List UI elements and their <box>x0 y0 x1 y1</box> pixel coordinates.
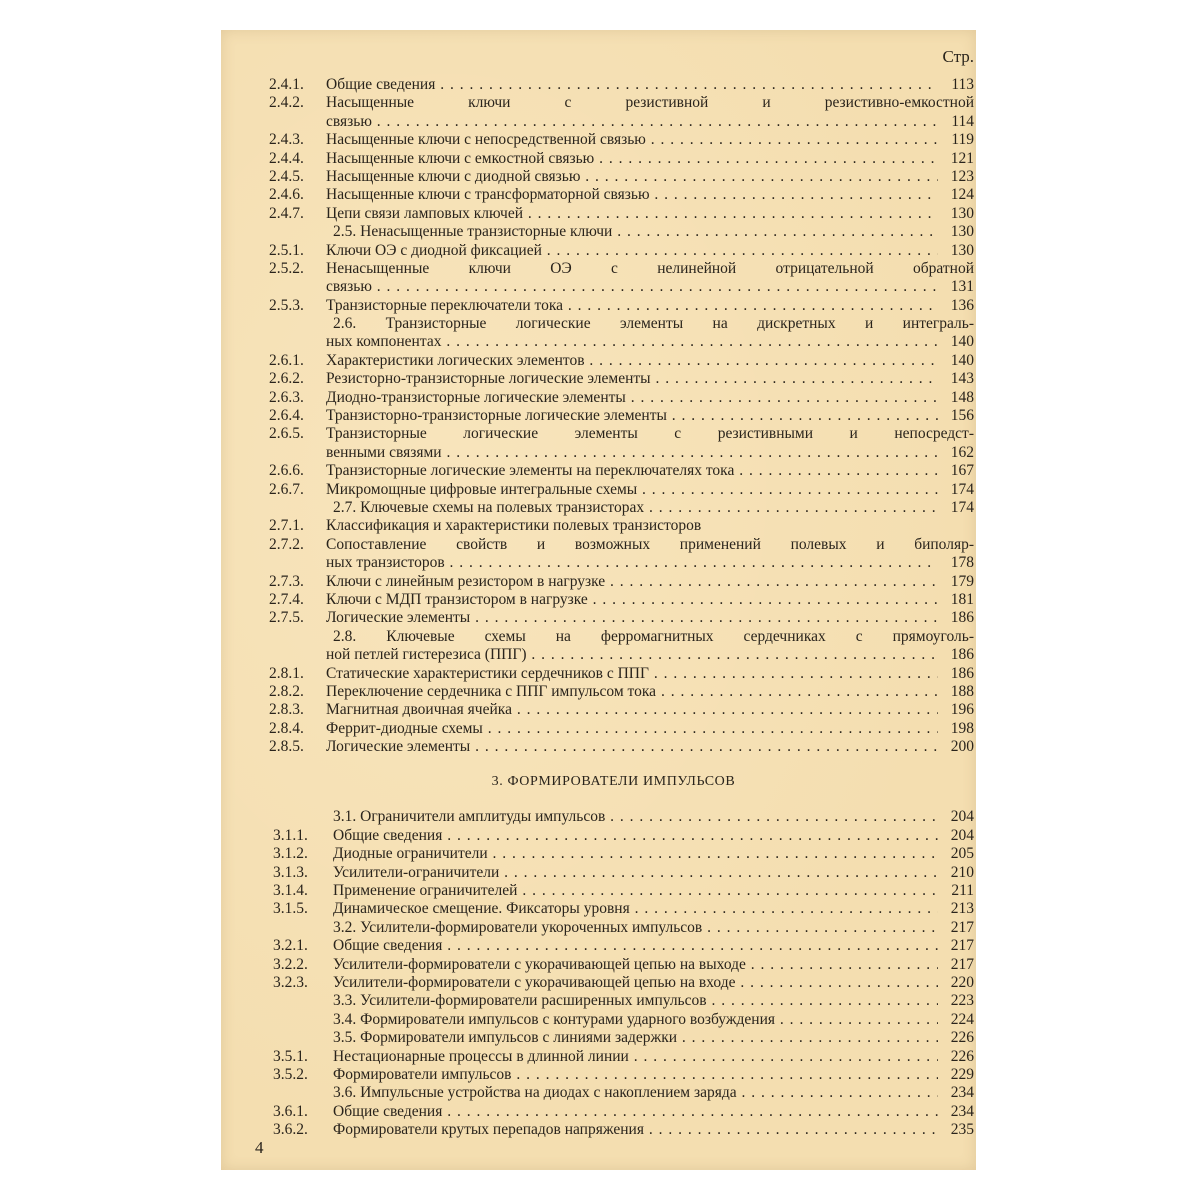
toc-entry-title: Насыщенные ключи с емкостной связью . . . <box>326 150 938 168</box>
toc-entry-page: 130 <box>950 241 974 259</box>
toc-entry-page: 114 <box>951 112 974 130</box>
toc-entry-number: 3.2.3. <box>273 973 308 991</box>
toc-entry <box>221 333 976 351</box>
toc-entry-number: 2.4.4. <box>269 149 304 167</box>
toc-entry <box>221 370 976 388</box>
toc-entry-title: Транзисторные переключатели тока . . . <box>326 297 938 315</box>
toc-entry <box>221 278 976 296</box>
toc-entry-number: 2.7.2. <box>269 535 304 553</box>
page-folio: 4 <box>255 1138 264 1157</box>
toc-entry-page: 178 <box>950 554 974 572</box>
toc-entry-page: 186 <box>950 664 974 682</box>
toc-entry-page: 186 <box>950 646 974 664</box>
toc-entry <box>221 1084 976 1102</box>
toc-entry-page: 210 <box>950 863 974 881</box>
toc-entry <box>221 297 976 315</box>
toc-entry <box>221 150 976 168</box>
toc-entry-page: 119 <box>951 131 974 149</box>
toc-entry <box>221 808 976 826</box>
toc-entry <box>221 974 976 992</box>
toc-entry <box>221 168 976 186</box>
toc-entry-page: 211 <box>951 882 974 900</box>
toc-entry-page: 217 <box>950 937 974 955</box>
toc-entry-number: 2.7.3. <box>269 572 304 590</box>
toc-entry <box>221 738 976 756</box>
toc-entry <box>221 389 976 407</box>
toc-entry <box>221 701 976 719</box>
toc-entry-page: 167 <box>950 462 974 480</box>
toc-entry <box>221 76 976 94</box>
toc-entry-page: 179 <box>950 572 974 590</box>
toc-entry <box>221 609 976 627</box>
toc-entry <box>221 1011 976 1029</box>
toc-entry-title: Насыщенные ключи с трансформаторной связью . . . <box>326 186 938 204</box>
toc-entry <box>221 131 976 149</box>
toc-entry-number: 2.6.3. <box>269 388 304 406</box>
toc-entry-title: Резисторно-транзисторные логические элементы . . . <box>326 370 938 388</box>
toc-entry-page: 188 <box>950 682 974 700</box>
page-column-label: Стр. <box>942 47 974 66</box>
toc-entry-title: Усилители-ограничители . . . <box>333 864 938 882</box>
toc-entry-page: 205 <box>950 845 974 863</box>
toc-entry <box>221 900 976 918</box>
toc-entry <box>221 827 976 845</box>
spacer <box>221 796 976 808</box>
toc-entry-page: 217 <box>950 918 974 936</box>
toc-entry-title: Общие сведения . . . <box>333 937 938 955</box>
toc-entry-number: 3.6.2. <box>273 1121 308 1139</box>
toc-entry-page: 204 <box>950 826 974 844</box>
toc-entry-number: 3.1.4. <box>273 882 308 900</box>
toc-entry <box>221 481 976 499</box>
toc-entry <box>221 499 976 517</box>
toc-entry-title: Усилители-формирователи с укорачивающей цепью на выходе . . . <box>333 956 938 974</box>
toc-entry-number: 2.7.5. <box>269 609 304 627</box>
toc-entry-page: 181 <box>950 590 974 608</box>
toc-entry-page: 234 <box>950 1084 974 1102</box>
toc-entry-title: Транзисторные логические элементы на переключателях тока . . . <box>326 462 938 480</box>
toc-entry <box>221 937 976 955</box>
toc-entry-number: 2.7.4. <box>269 590 304 608</box>
toc-entry-page: 123 <box>950 167 974 185</box>
toc-entry-title: Нестационарные процессы в длинной линии . . . <box>333 1048 938 1066</box>
toc-entry-number: 2.6.4. <box>269 407 304 425</box>
toc-entry-title: Общие сведения . . . <box>333 827 938 845</box>
toc-entry-number: 3.2.1. <box>273 937 308 955</box>
toc-entry-page: 148 <box>950 388 974 406</box>
toc-entry-page: 124 <box>950 186 974 204</box>
toc-entry-title: Общие сведения . . . <box>333 1103 938 1121</box>
toc-entry-title: 3.1. Ограничители амплитуды импульсов . . . <box>333 808 938 826</box>
toc-entry <box>221 260 976 278</box>
toc-entry-page: 196 <box>950 701 974 719</box>
toc-entry <box>221 573 976 591</box>
toc-entry-page: 143 <box>950 370 974 388</box>
toc-entry-number: 2.5.1. <box>269 241 304 259</box>
toc-entry-number: 2.8.5. <box>269 738 304 756</box>
toc-entry-title: Общие сведения . . . <box>326 76 938 94</box>
toc-entry-page: 204 <box>950 808 974 826</box>
toc-entry <box>221 223 976 241</box>
toc-entry <box>221 554 976 572</box>
toc-entry <box>221 462 976 480</box>
toc-entry <box>221 205 976 223</box>
toc-entry-title: Диодно-транзисторные логические элементы . . . <box>326 389 938 407</box>
toc-entry <box>221 919 976 937</box>
toc-entry <box>221 864 976 882</box>
toc-entry <box>221 683 976 701</box>
toc-entry-title: Феррит-диодные схемы . . . <box>326 720 938 738</box>
toc-entry-page: 130 <box>950 204 974 222</box>
toc-entry-title: Динамическое смещение. Фиксаторы уровня . . . <box>333 900 938 918</box>
toc-entry-number: 3.5.2. <box>273 1065 308 1083</box>
toc-entry-title: 3.5. Формирователи импульсов с линиями задержки . . . <box>333 1029 938 1047</box>
toc-entry-title: 3.6. Импульсные устройства на диодах с накоплением заряда . . . <box>333 1084 938 1102</box>
toc-entry-number: 3.1.1. <box>273 826 308 844</box>
toc-entry-title: 2.8. Ключевые схемы на ферромагнитных сердечниках с прямоуголь- <box>333 627 974 645</box>
toc-entry-number: 2.4.6. <box>269 186 304 204</box>
toc-entry-page: 223 <box>950 992 974 1010</box>
toc-entry-page: 235 <box>950 1121 974 1139</box>
toc-entry-page: 131 <box>950 278 974 296</box>
toc-entry <box>221 517 976 535</box>
toc-entry-number: 2.6.2. <box>269 370 304 388</box>
toc-entry-page: 226 <box>950 1047 974 1065</box>
toc-entry <box>221 665 976 683</box>
toc-entry-title: Характеристики логических элементов . . . <box>326 352 938 370</box>
toc-entry <box>221 845 976 863</box>
toc-entry-number: 2.8.2. <box>269 682 304 700</box>
toc-entry-title: ных транзисторов . . . <box>326 554 938 572</box>
toc-entry <box>221 407 976 425</box>
toc-entry-title: 3.2. Усилители-формирователи укороченных импульсов . . . <box>333 919 938 937</box>
toc-entry-title: Формирователи импульсов . . . <box>333 1066 938 1084</box>
toc-entry-number: 2.8.1. <box>269 664 304 682</box>
toc-entry-title: венными связями . . . <box>326 444 938 462</box>
toc-entry <box>221 992 976 1010</box>
toc-entry-number: 2.4.7. <box>269 204 304 222</box>
toc-entry-title: Насыщенные ключи с резистивной и резистивно-емкостной <box>326 94 974 112</box>
toc-entry-title: ной петлей гистерезиса (ППГ) . . . <box>326 646 938 664</box>
toc-entry-page: 229 <box>950 1065 974 1083</box>
toc-entry-title: 2.5. Ненасыщенные транзисторные ключи . . . <box>333 223 938 241</box>
toc-entry-title: Классификация и характеристики полевых транзисторов <box>326 517 702 535</box>
toc-entry-number: 3.1.3. <box>273 863 308 881</box>
spacer <box>221 756 976 768</box>
toc-entry-title: Формирователи крутых перепадов напряжения . . . <box>333 1121 938 1139</box>
toc-entry-number: 2.4.5. <box>269 167 304 185</box>
toc-entry-number: 2.8.4. <box>269 719 304 737</box>
toc-entry-title: 3.3. Усилители-формирователи расширенных импульсов . . . <box>333 992 938 1010</box>
book-page <box>221 30 976 1170</box>
toc-entry-page: 234 <box>950 1102 974 1120</box>
toc-entry-number: 2.8.3. <box>269 701 304 719</box>
toc-entry-number: 3.1.2. <box>273 845 308 863</box>
toc-entry-number: 2.6.7. <box>269 480 304 498</box>
toc-entry <box>221 628 976 646</box>
toc-entry-title: ных компонентах . . . <box>326 333 938 351</box>
toc-part-2 <box>221 808 976 1139</box>
toc-entry <box>221 425 976 443</box>
toc-entry-number: 2.4.2. <box>269 94 304 112</box>
toc-entry-page: 130 <box>950 223 974 241</box>
toc-entry-title: Транзисторно-транзисторные логические элементы . . . <box>326 407 938 425</box>
toc-entry <box>221 1121 976 1139</box>
toc-entry <box>221 94 976 112</box>
toc-entry-number: 2.4.1. <box>269 76 304 93</box>
toc-entry <box>221 242 976 260</box>
toc-entry <box>221 444 976 462</box>
toc-entry-page: 140 <box>950 351 974 369</box>
toc-entry-page: 200 <box>950 738 974 756</box>
toc-entry-page: 174 <box>950 498 974 516</box>
toc-entry-title: Диодные ограничители . . . <box>333 845 938 863</box>
toc-entry-title: Транзисторные логические элементы с резистивными и непосредст- <box>326 425 974 443</box>
toc-entry-title: Ключи с линейным резистором в нагрузке . . . <box>326 573 938 591</box>
toc-entry-title: Микромощные цифровые интегральные схемы . . . <box>326 481 938 499</box>
toc-entry-title: связью . . . <box>326 278 938 296</box>
toc-entry <box>221 352 976 370</box>
toc-entry-number: 3.6.1. <box>273 1102 308 1120</box>
toc-entry-number: 2.4.3. <box>269 131 304 149</box>
toc-entry-page: 213 <box>950 900 974 918</box>
table-of-contents <box>221 76 976 1139</box>
toc-entry <box>221 315 976 333</box>
toc-entry-number: 2.6.5. <box>269 425 304 443</box>
toc-entry-number: 3.2.2. <box>273 955 308 973</box>
toc-part-1 <box>221 76 976 756</box>
toc-entry <box>221 956 976 974</box>
toc-entry-number: 2.6.6. <box>269 462 304 480</box>
toc-entry-number: 2.6.1. <box>269 351 304 369</box>
toc-entry-title: Применение ограничителей . . . <box>333 882 938 900</box>
toc-entry-number: 3.1.5. <box>273 900 308 918</box>
toc-entry-page: 220 <box>950 973 974 991</box>
toc-entry <box>221 591 976 609</box>
toc-entry-title: Ненасыщенные ключи ОЭ с нелинейной отрицательной обратной <box>326 259 974 277</box>
toc-entry-title: Переключение сердечника с ППГ импульсом тока . . . <box>326 683 938 701</box>
toc-entry-page: 226 <box>950 1029 974 1047</box>
toc-entry <box>221 1103 976 1121</box>
toc-entry-page: 174 <box>950 480 974 498</box>
toc-entry <box>221 1066 976 1084</box>
toc-entry <box>221 882 976 900</box>
toc-entry-title: Статические характеристики сердечников с ППГ . . . <box>326 665 938 683</box>
toc-entry-title: Усилители-формирователи с укорачивающей цепью на входе . . . <box>333 974 938 992</box>
toc-entry-title: 2.7. Ключевые схемы на полевых транзисторах . . . <box>333 499 938 517</box>
toc-entry-number: 2.7.1. <box>269 517 304 535</box>
toc-entry-number: 2.5.3. <box>269 296 304 314</box>
toc-entry-page: 162 <box>950 443 974 461</box>
toc-entry-title: Цепи связи ламповых ключей . . . <box>326 205 938 223</box>
toc-entry-page: 217 <box>950 955 974 973</box>
toc-entry <box>221 1029 976 1047</box>
toc-entry <box>221 1048 976 1066</box>
toc-entry <box>221 720 976 738</box>
toc-entry-page: 156 <box>950 407 974 425</box>
toc-entry-title: 3.4. Формирователи импульсов с контурами ударного возбуждения . . . <box>333 1011 938 1029</box>
toc-entry-title: Насыщенные ключи с диодной связью . . . <box>326 168 938 186</box>
toc-entry <box>221 536 976 554</box>
toc-entry-title: Магнитная двоичная ячейка . . . <box>326 701 938 719</box>
chapter-heading: 3. ФОРМИРОВАТЕЛИ ИМПУЛЬСОВ <box>491 774 736 790</box>
toc-entry-title: Сопоставление свойств и возможных применений полевых и биполяр- <box>326 535 974 553</box>
toc-entry-title: Логические элементы . . . <box>326 738 938 756</box>
toc-entry-title: 2.6. Транзисторные логические элементы на дискретных и интеграль- <box>333 315 974 333</box>
toc-entry-page: 224 <box>950 1010 974 1028</box>
toc-entry-title: Логические элементы . . . <box>326 609 938 627</box>
toc-entry-page: 186 <box>950 609 974 627</box>
toc-entry <box>221 113 976 131</box>
toc-entry-number: 2.5.2. <box>269 259 304 277</box>
toc-entry-page: 121 <box>950 149 974 167</box>
toc-entry-page: 113 <box>951 76 974 93</box>
toc-entry-title: связью . . . <box>326 113 938 131</box>
toc-entry-page: 198 <box>950 719 974 737</box>
toc-entry-title: Ключи с МДП транзистором в нагрузке . . . <box>326 591 938 609</box>
toc-entry <box>221 186 976 204</box>
toc-entry-page: 140 <box>950 333 974 351</box>
toc-entry-number: 3.5.1. <box>273 1047 308 1065</box>
toc-entry-page: 136 <box>950 296 974 314</box>
toc-entry-title: Ключи ОЭ с диодной фиксацией . . . <box>326 242 938 260</box>
toc-entry-title: Насыщенные ключи с непосредственной связью . . . <box>326 131 938 149</box>
toc-entry <box>221 646 976 664</box>
